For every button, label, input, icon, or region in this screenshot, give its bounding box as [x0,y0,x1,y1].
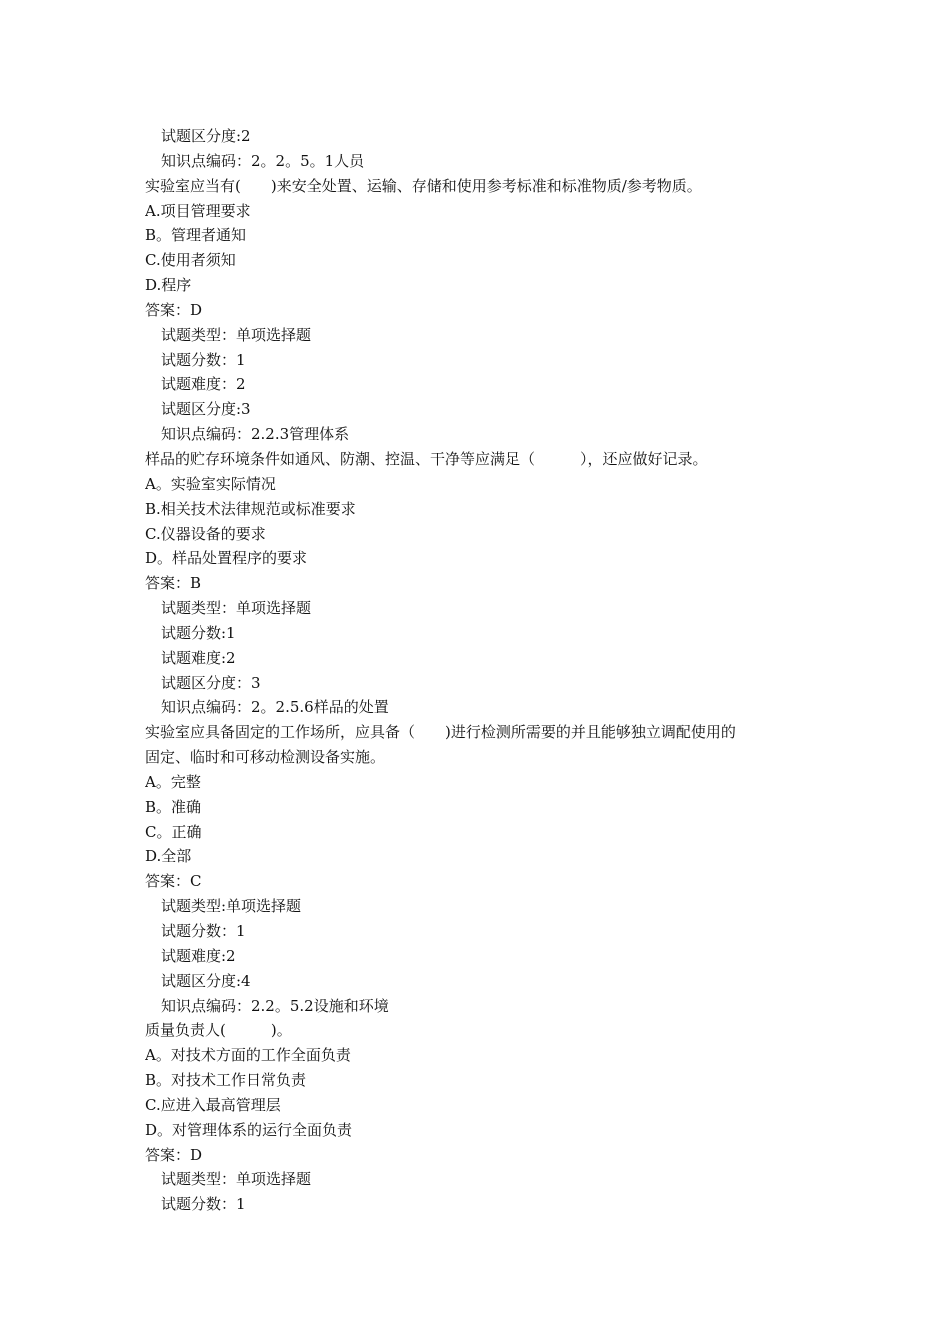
meta-line: 试题区分度:2 [161,127,251,145]
stem-line: 质量负责人( )。 [145,1021,292,1040]
option-line: C.应进入最高管理层 [145,1095,281,1114]
answer-line: 答案：D [145,300,203,319]
option-line: C。正确 [145,822,202,841]
meta-line: 知识点编码：2。2。5。1人员 [161,151,365,170]
document-body [145,124,845,1217]
answer-line: 答案：B [145,574,202,593]
meta-line: 试题区分度：3 [161,673,261,692]
stem-line: 实验室应当有( )来安全处置、运输、存储和使用参考标准和标准物质/参考物质。 [145,176,702,195]
option-line: D.全部 [145,847,192,866]
answer-line: 答案：C [145,872,202,891]
meta-line: 试题难度:2 [161,946,236,965]
stem-line: 样品的贮存环境条件如通风、防潮、控温、干净等应满足（ ），还应做好记录。 [145,449,708,468]
meta-line: 试题类型：单项选择题 [161,325,312,344]
option-line: A。实验室实际情况 [145,474,276,493]
meta-line: 试题难度：2 [161,375,246,394]
meta-line: 试题区分度:4 [161,971,251,990]
meta-line: 试题分数:1 [161,623,236,642]
meta-line: 试题分数：1 [161,922,246,940]
option-line: B。对技术工作日常负责 [145,1071,307,1090]
meta-line: 试题区分度:3 [161,400,251,419]
meta-line: 试题分数：1 [161,1195,246,1214]
option-line: A.项目管理要求 [145,201,251,220]
meta-line: 知识点编码：2.2。5.2设施和环境 [161,996,389,1015]
option-line: B.相关技术法律规范或标准要求 [145,499,356,518]
option-line: B。准确 [145,797,202,816]
option-line: D.程序 [145,276,192,295]
meta-line: 试题类型：单项选择题 [161,1170,312,1189]
option-line: D。对管理体系的运行全面负责 [145,1120,353,1139]
stem-line: 实验室应具备固定的工作场所，应具备（ )进行检测所需要的并且能够独立调配使用的 [145,723,736,742]
option-line: A。对技术方面的工作全面负责 [145,1046,351,1065]
option-line: A。完整 [145,772,201,791]
meta-line: 试题难度:2 [161,648,236,667]
meta-line: 试题分数：1 [161,350,246,369]
option-line: D。样品处置程序的要求 [145,549,308,568]
meta-line: 知识点编码：2。2.5.6样品的处置 [161,698,389,717]
meta-line: 试题类型:单项选择题 [161,897,302,916]
option-line: B。管理者通知 [145,226,247,245]
meta-line: 试题类型：单项选择题 [161,599,312,618]
stem-line: 固定、临时和可移动检测设备实施。 [145,748,386,767]
option-line: C.仪器设备的要求 [145,524,266,543]
option-line: C.使用者须知 [145,251,236,270]
answer-line: 答案：D [145,1145,203,1164]
meta-line: 知识点编码：2.2.3管理体系 [161,425,350,444]
